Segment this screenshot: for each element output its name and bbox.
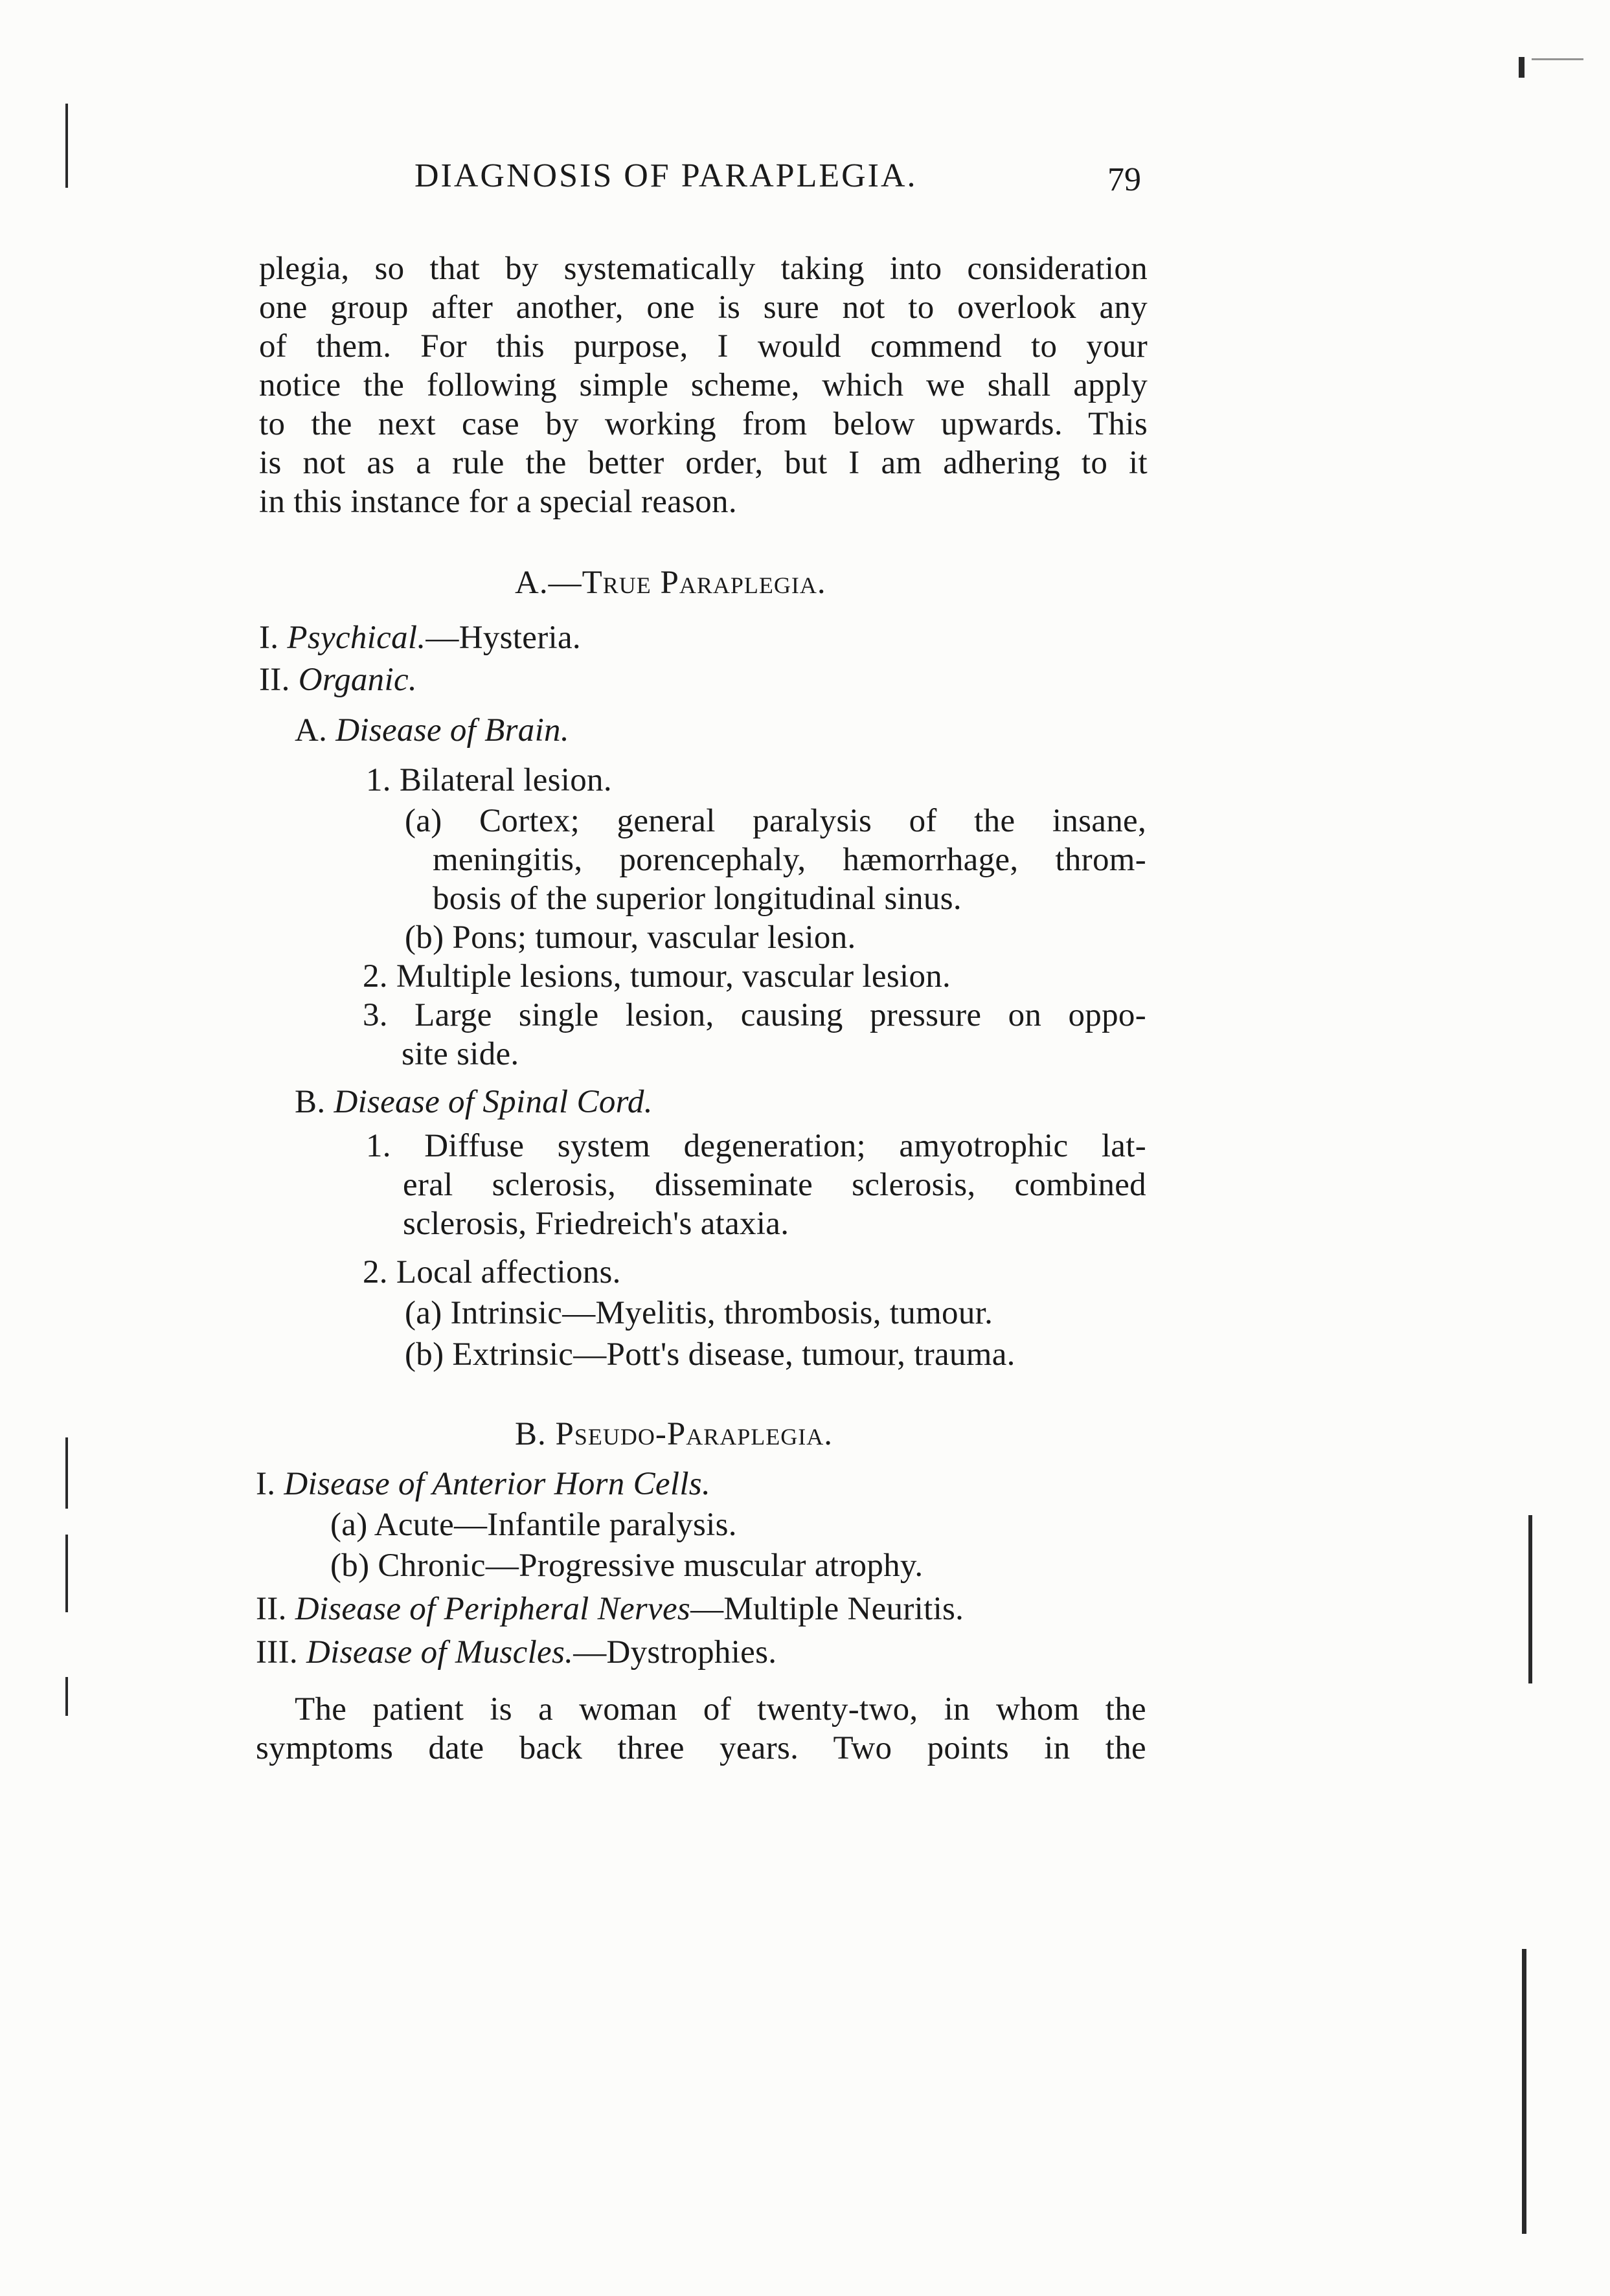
- outline-title: Organic.: [298, 662, 417, 698]
- outline-item-multiple: 2. Multiple lesions, tumour, vascular lesion.: [363, 958, 951, 995]
- paragraph-line: symptoms date back three years. Two points in the: [256, 1730, 1146, 1766]
- outline-title: Disease of Peripheral Nerves: [295, 1591, 691, 1627]
- outline-item-bilateral: 1. Bilateral lesion.: [366, 762, 612, 798]
- page-number: 79: [1107, 161, 1141, 198]
- outline-number: II.: [259, 662, 290, 698]
- scan-artifact-top-right: [1519, 57, 1525, 78]
- outline-item-psychical: [259, 618, 581, 657]
- outline-item-large: 3. Large single lesion, causing pressure on oppo-: [363, 997, 1146, 1033]
- paragraph-line: of them. For this purpose, I would commend to your: [259, 328, 1148, 365]
- paragraph-line: to the next case by working from below upwards. This: [259, 406, 1148, 442]
- outline-item-large-cont: site side.: [402, 1036, 519, 1072]
- outline-item-diffuse-cont: sclerosis, Friedreich's ataxia.: [403, 1206, 789, 1242]
- outline-item-local: 2. Local affections.: [363, 1254, 621, 1290]
- scan-artifact-top-right-dots: [1532, 58, 1583, 60]
- scan-artifact-left-3: [65, 1535, 68, 1612]
- outline-item-diffuse-cont: eral sclerosis, disseminate sclerosis, combined: [403, 1167, 1146, 1203]
- paragraph-line: is not as a rule the better order, but I am adhering to it: [259, 445, 1148, 481]
- outline-text: —Multiple Neuritis.: [690, 1591, 964, 1627]
- outline-title: Psychical.: [287, 620, 426, 656]
- outline-item-peripheral: [256, 1590, 964, 1628]
- outline-item-extrinsic: (b) Extrinsic—Pott's disease, tumour, trauma.: [405, 1336, 1015, 1373]
- outline-number: A.: [295, 712, 328, 748]
- outline-item-cortex: (a) Cortex; general paralysis of the insane,: [405, 803, 1146, 839]
- running-header: DIAGNOSIS OF PARAPLEGIA.: [414, 157, 918, 194]
- outline-title: Disease of Spinal Cord.: [334, 1084, 653, 1120]
- outline-text: —Dystrophies.: [573, 1634, 777, 1671]
- paragraph-line: in this instance for a special reason.: [259, 484, 737, 520]
- outline-item-pons: (b) Pons; tumour, vascular lesion.: [405, 919, 856, 956]
- scan-artifact-left-1: [65, 104, 68, 188]
- outline-item-cortex-cont: bosis of the superior longitudinal sinus.: [433, 881, 962, 917]
- section-a-heading: A.—True Paraplegia.: [515, 565, 826, 601]
- outline-item-brain: [295, 711, 569, 750]
- outline-number: I.: [259, 620, 279, 656]
- outline-number: B.: [295, 1084, 326, 1120]
- outline-number: III.: [256, 1634, 298, 1671]
- outline-item-spinal: [295, 1083, 653, 1121]
- paragraph-line: plegia, so that by systematically taking into consideration: [259, 251, 1148, 287]
- outline-title: Disease of Anterior Horn Cells.: [284, 1466, 711, 1502]
- scan-artifact-left-4: [65, 1677, 68, 1716]
- section-b-heading: B. Pseudo-Paraplegia.: [515, 1416, 833, 1452]
- outline-title: Disease of Muscles.: [306, 1634, 574, 1671]
- outline-item-muscles: [256, 1633, 777, 1672]
- outline-item-intrinsic: (a) Intrinsic—Myelitis, thrombosis, tumour.: [405, 1295, 993, 1331]
- outline-item-acute: (a) Acute—Infantile paralysis.: [330, 1507, 737, 1543]
- outline-item-organic: [259, 660, 417, 699]
- paragraph-line: The patient is a woman of twenty-two, in whom the: [295, 1691, 1146, 1728]
- paragraph-line: one group after another, one is sure not to overlook any: [259, 289, 1148, 326]
- outline-text: —Hysteria.: [425, 620, 581, 656]
- outline-item-diffuse: 1. Diffuse system degeneration; amyotrophic lat-: [366, 1128, 1146, 1164]
- outline-title: Disease of Brain.: [335, 712, 569, 748]
- outline-number: II.: [256, 1591, 287, 1627]
- paragraph-line: notice the following simple scheme, which we shall apply: [259, 367, 1148, 403]
- scan-artifact-left-2: [65, 1437, 68, 1509]
- scan-artifact-right-2: [1522, 1949, 1526, 2234]
- scan-artifact-right-1: [1528, 1515, 1532, 1683]
- outline-item-anterior-horn: [256, 1465, 710, 1503]
- outline-number: I.: [256, 1466, 276, 1502]
- outline-item-cortex-cont: meningitis, porencephaly, hæmorrhage, throm-: [433, 842, 1146, 878]
- outline-item-chronic: (b) Chronic—Progressive muscular atrophy.: [330, 1548, 924, 1584]
